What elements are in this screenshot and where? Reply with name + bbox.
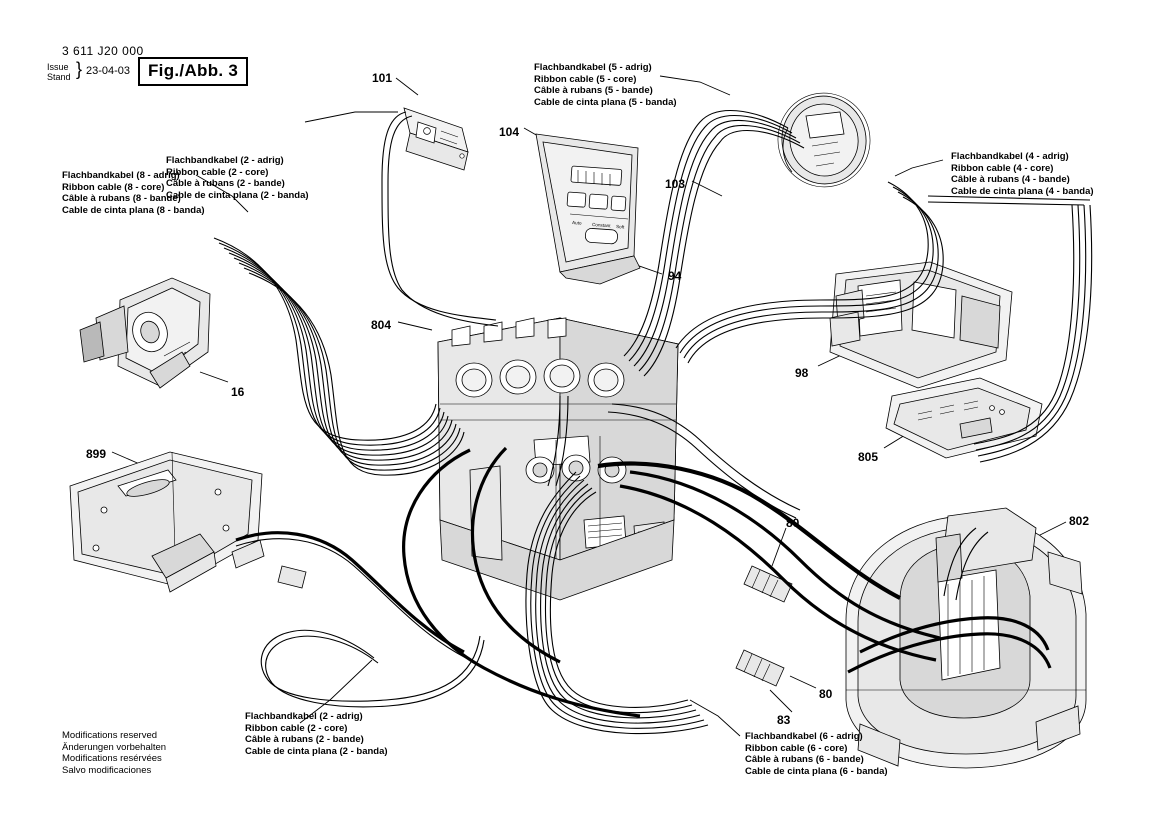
part-104-control-panel	[536, 134, 640, 284]
part-899-bracket	[70, 452, 264, 592]
figure-label: Fig./Abb. 3	[138, 57, 248, 86]
part-number-805: 805	[858, 450, 879, 464]
caption-ribbon-2-core-top: Flachbandkabel (2 - adrig) Ribbon cable (2 - core) Câble à rubans (2 - bande) Cable de cinta plana (2 - banda)	[166, 155, 309, 201]
issue-label: Issue	[47, 62, 69, 72]
ferrite-sleeve-80-upper	[744, 566, 792, 602]
issue-date: 23-04-03	[86, 65, 131, 77]
part-101-module	[404, 108, 468, 170]
ribbon-cable-8-core	[214, 238, 464, 475]
part-98-board-assembly	[830, 262, 1012, 388]
part-103-round-module	[769, 84, 879, 195]
part-802-housing	[846, 508, 1086, 768]
svg-text:Auto: Auto	[571, 220, 582, 226]
ribbon-cable-2-core-bottom	[261, 630, 484, 707]
svg-text:Soft: Soft	[615, 224, 625, 230]
part-number-103: 103	[665, 177, 686, 191]
part-number-101: 101	[372, 71, 393, 85]
brace-glyph: }	[76, 59, 83, 79]
footer-disclaimer: Modifications reserved Änderungen vorbehalten Modifications resérvées Salvo modificaciones	[62, 730, 167, 776]
part-number-802: 802	[1069, 514, 1090, 528]
part-number: 3 611 J20 000	[62, 44, 144, 58]
caption-ribbon-4-core: Flachbandkabel (4 - adrig) Ribbon cable (4 - core) Câble à rubans (4 - bande) Cable de cinta plana (4 - banda)	[951, 151, 1094, 197]
part-number-94: 94	[668, 269, 682, 283]
stand-label: Stand	[47, 72, 71, 82]
part-number-80-upper: 80	[786, 516, 800, 530]
part-805-pcb	[886, 378, 1042, 458]
part-16-connector	[80, 278, 210, 388]
part-number-83: 83	[777, 713, 791, 727]
part-number-104: 104	[499, 125, 520, 139]
part-number-804: 804	[371, 318, 392, 332]
caption-ribbon-6-core: Flachbandkabel (6 - adrig) Ribbon cable (6 - core) Câble à rubans (6 - bande) Cable de cinta plana (6 - banda)	[745, 731, 888, 777]
part-number-16: 16	[231, 385, 245, 399]
ferrite-sleeve-80-lower	[736, 650, 784, 686]
part-number-80-lower: 80	[819, 687, 833, 701]
part-number-98: 98	[795, 366, 809, 380]
ribbon-cable-5-core	[624, 111, 804, 376]
caption-ribbon-5-core: Flachbandkabel (5 - adrig) Ribbon cable (5 - core) Câble à rubans (5 - bande) Cable de cinta plana (5 - banda)	[534, 62, 677, 108]
ferrite-sleeve-83	[278, 566, 306, 588]
caption-ribbon-8-core: Flachbandkabel (8 - adrig) Ribbon cable (8 - core) Câble à rubans (8 - bande) Cable de cinta plana (8 - banda)	[62, 170, 205, 216]
svg-text:Constant: Constant	[591, 222, 611, 229]
caption-ribbon-2-core-bottom: Flachbandkabel (2 - adrig) Ribbon cable (2 - core) Câble à rubans (2 - bande) Cable de cinta plana (2 - banda)	[245, 711, 388, 757]
part-number-899: 899	[86, 447, 107, 461]
